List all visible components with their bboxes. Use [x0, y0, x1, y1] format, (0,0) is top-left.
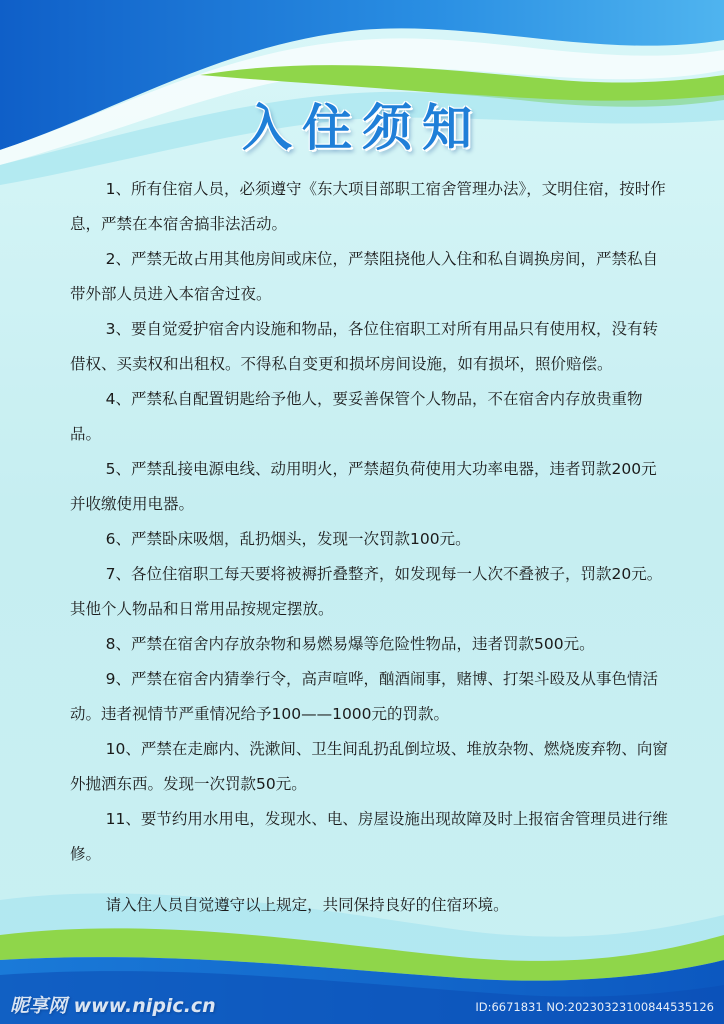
rule-item-1: 1、所有住宿人员，必须遵守《东大项目部职工宿舍管理办法》，文明住宿，按时作息，严禁在本宿舍搞非法活动。: [70, 180, 666, 233]
page-title: 入住须知: [242, 99, 482, 157]
closing-note: 请入住人员自觉遵守以上规定，共同保持良好的住宿环境。: [105, 895, 509, 914]
rule-item-10: 10、严禁在走廊内、洗漱间、卫生间乱扔乱倒垃圾、堆放杂物、燃烧废弃物、向窗外抛洒东西。发现一次罚款50元。: [70, 740, 668, 793]
rule-item-3: 3、要自觉爱护宿舍内设施和物品，各位住宿职工对所有用品只有使用权，没有转借权、买卖权和出租权。不得私自变更和损坏房间设施，如有损坏，照价赔偿。: [70, 320, 659, 373]
rule-item-11: 11、要节约用水用电，发现水、电、房屋设施出现故障及时上报宿舍管理员进行维修。: [70, 810, 668, 863]
site-watermark: 昵享网 www.nipic.cn: [10, 995, 216, 1017]
rule-item-8: 8、严禁在宿舍内存放杂物和易燃易爆等危险性物品，违者罚款500元。: [105, 635, 595, 653]
rule-item-9: 9、严禁在宿舍内猜拳行令，高声喧哗，酗酒闹事，赌博、打架斗殴及从事色情活动。违者视情节严重情况给予100——1000元的罚款。: [70, 670, 659, 723]
rules-list: [70, 172, 670, 938]
rule-item-5: 5、严禁乱接电源电线、动用明火，严禁超负荷使用大功率电器，违者罚款200元并收缴使用电器。: [70, 460, 657, 513]
rule-item-7: 7、各位住宿职工每天要将被褥折叠整齐，如发现每一人次不叠被子，罚款20元。其他个人物品和日常用品按规定摆放。: [70, 565, 663, 618]
rule-item-4: 4、严禁私自配置钥匙给予他人，要妥善保管个人物品，不在宿舍内存放贵重物品。: [70, 390, 643, 443]
image-id-line: ID:6671831 NO:20230323100844535126: [475, 1000, 714, 1014]
rule-item-6: 6、严禁卧床吸烟，乱扔烟头，发现一次罚款100元。: [105, 530, 471, 548]
rule-item-2: 2、严禁无故占用其他房间或床位，严禁阻挠他人入住和私自调换房间，严禁私自带外部人员进入本宿舍过夜。: [70, 250, 659, 303]
